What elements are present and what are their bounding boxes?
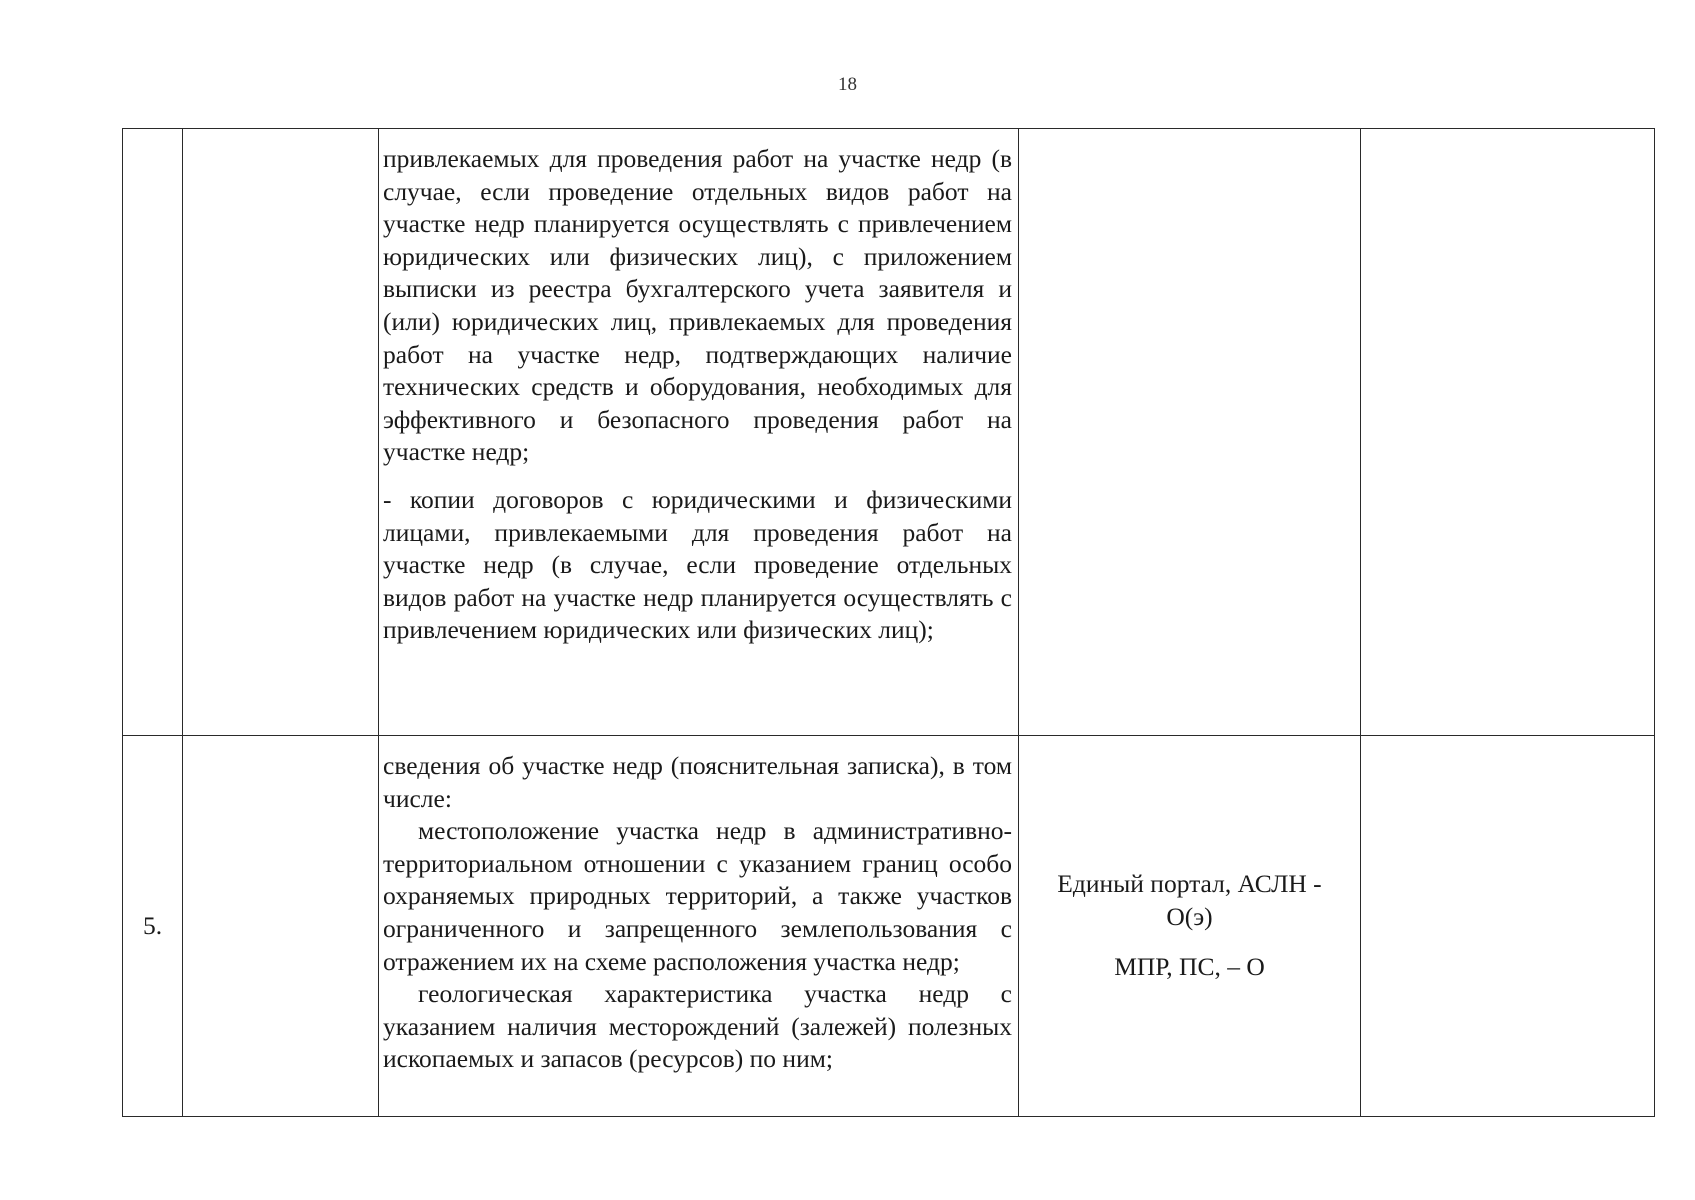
notes-cell [1361, 736, 1655, 1117]
source-cell [1019, 736, 1361, 1117]
documents-cell [379, 736, 1019, 1117]
table-row [123, 129, 1655, 736]
source-line: Единый портал, АСЛН - О(э) [1057, 869, 1322, 931]
documents-cell [379, 129, 1019, 736]
requirements-table [122, 128, 1655, 1117]
row-number-cell: 5. [123, 736, 183, 1117]
document-paragraph: - копии договоров с юридическими и физическими лицами, привлекаемыми для проведения работ на участке недр (в случае, если проведение отдельных видов работ на участке недр планируется осуществлять с привлечением юридических или физических лиц); [383, 484, 1012, 645]
document-paragraph: сведения об участке недр (пояснительная записка), в том числе: [383, 751, 1012, 813]
table-row [123, 736, 1655, 1117]
source-cell [1019, 129, 1361, 736]
source-line: МПР, ПС, – О [1114, 952, 1265, 982]
name-cell [183, 129, 379, 736]
document-paragraph: привлекаемых для проведения работ на участке недр (в случае, если проведение отдельных видов работ на участке недр планируется осуществлять с привлечением юридических или физических лиц), с приложением выписки из реестра бухгалтерского учета заявителя и (или) юридических лиц, привлекаемых для проведения работ на участке недр, подтверждающих наличие технических средств и оборудования, необходимых для эффективного и безопасного проведения работ на участке недр; [383, 144, 1012, 467]
document-paragraph: местоположение участка недр в административно-территориальном отношении с указанием границ особо охраняемых природных территорий, а также участков ограниченного и запрещенного землепользования с отражением их на схеме расположения участка недр; [383, 816, 1012, 976]
notes-cell [1361, 129, 1655, 736]
row-number-cell [123, 129, 183, 736]
name-cell [183, 736, 379, 1117]
document-paragraph: геологическая характеристика участка недр с указанием наличия месторождений (залежей) полезных ископаемых и запасов (ресурсов) по ним; [383, 979, 1012, 1074]
page-number: 18 [838, 74, 857, 95]
